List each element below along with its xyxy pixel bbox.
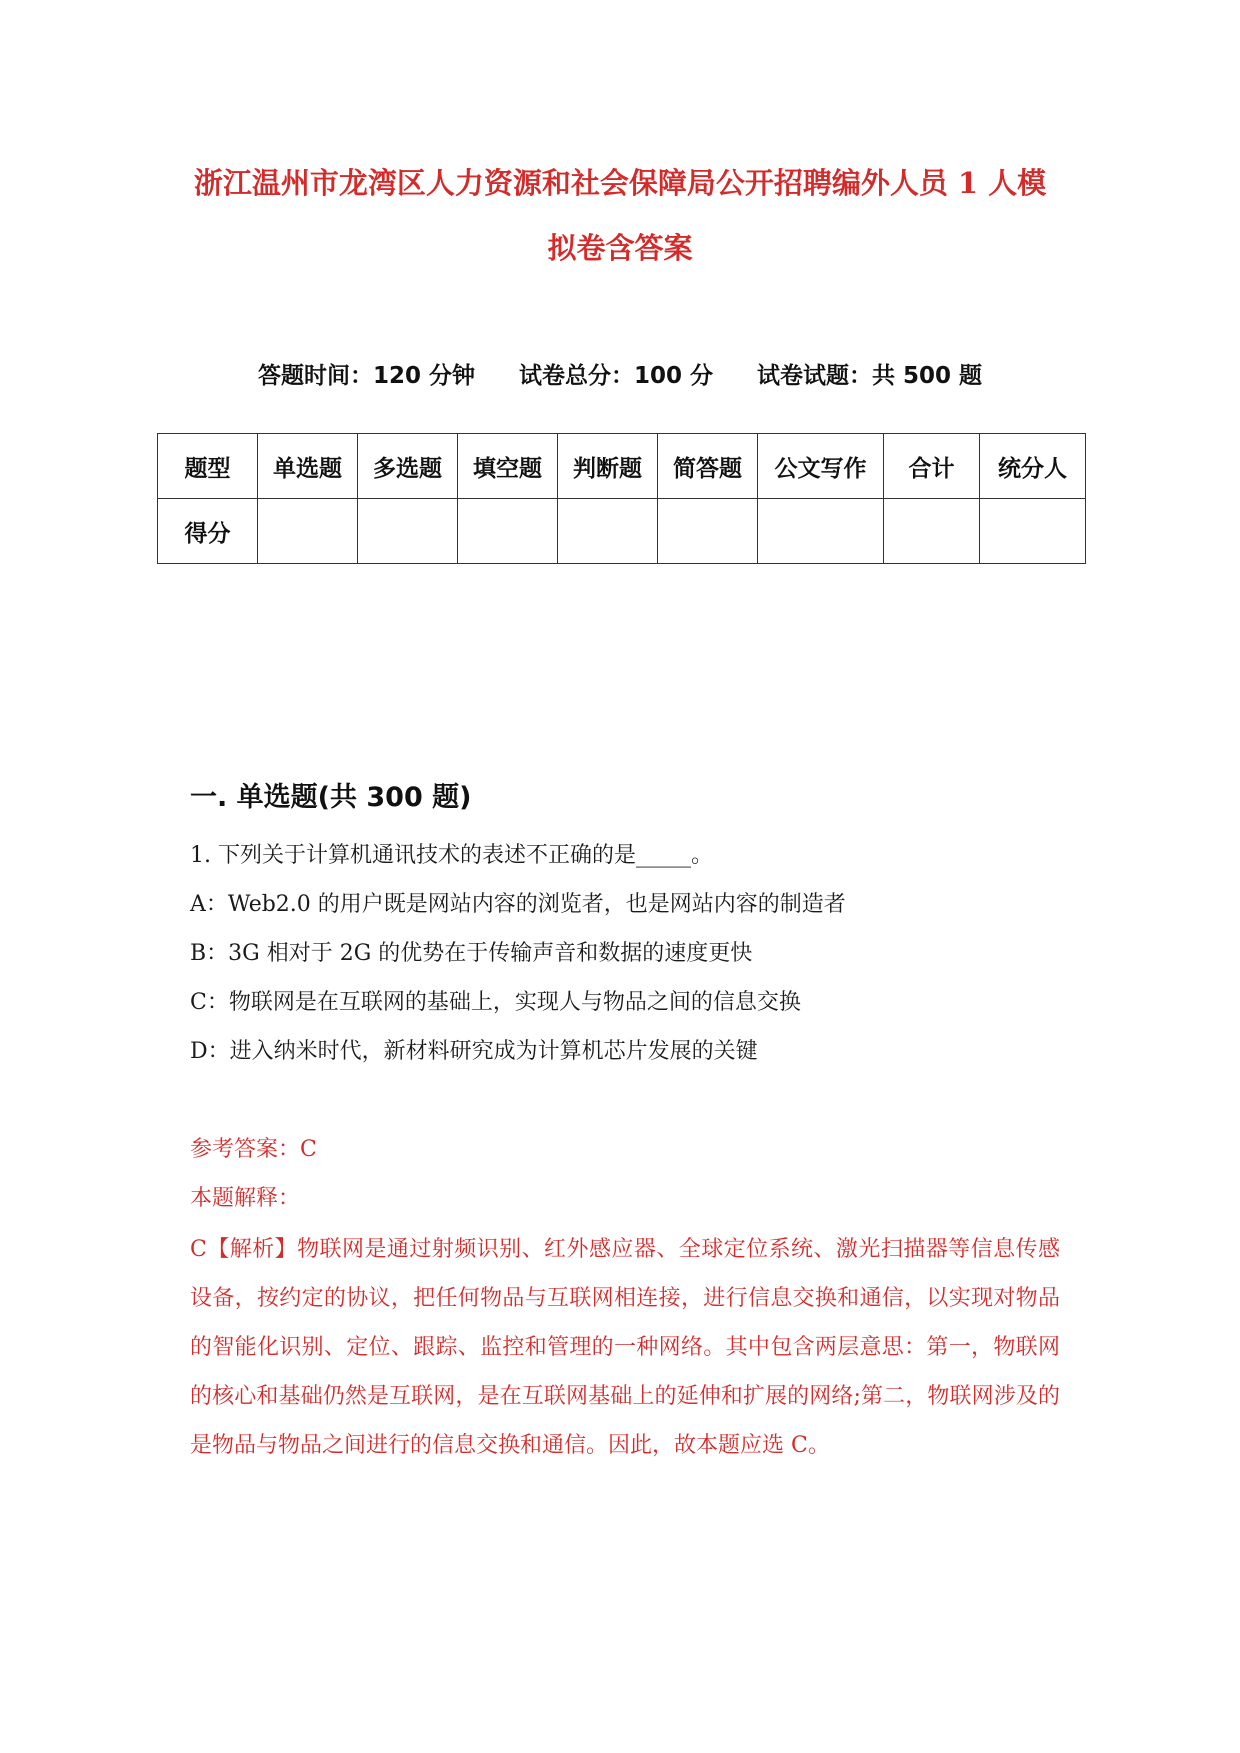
score-table-header-cell: 简答题 [658, 434, 758, 499]
score-table-header-cell: 单选题 [258, 434, 358, 499]
score-table [157, 433, 1086, 564]
score-cell [658, 499, 758, 564]
exam-meta [150, 357, 1090, 390]
score-table-header-cell: 合计 [884, 434, 980, 499]
score-cell [258, 499, 358, 564]
exam-question-count: 试卷试题：共 500 题 [757, 363, 983, 389]
score-table-score-row [158, 499, 1086, 564]
section-title: 一. 单选题(共 300 题) [190, 782, 472, 813]
score-cell [358, 499, 458, 564]
exam-total-score: 试卷总分：100 分 [518, 363, 714, 389]
exam-time: 答题时间：120 分钟 [257, 363, 475, 389]
score-table-header-cell: 题型 [158, 434, 258, 499]
reference-answer: 参考答案：C [190, 1137, 317, 1162]
option-a: A：Web2.0 的用户既是网站内容的浏览者，也是网站内容的制造者 [190, 892, 846, 917]
explanation-text: C【解析】物联网是通过射频识别、红外感应器、全球定位系统、激光扫描器等信息传感设备，按约定的协议，把任何物品与互联网相连接，进行信息交换和通信，以实现对物品的智能化识别、定位、跟踪、监控和管理的一种网络。其中包含两层意思：第一，物联网的核心和基础仍然是互联网，是在互联网基础上的延伸和扩展的网络;第二，物联网涉及的是物品与物品之间进行的信息交换和通信。因此，故本题应选 C。 [190, 1237, 1060, 1458]
document-title-line1: 浙江温州市龙湾区人力资源和社会保障局公开招聘编外人员 1 人模 [193, 166, 1047, 200]
score-table-header-row [158, 434, 1086, 499]
document-title-line2: 拟卷含答案 [547, 231, 693, 265]
score-table-header-cell: 填空题 [458, 434, 558, 499]
explanation-label: 本题解释： [190, 1186, 301, 1211]
score-cell [558, 499, 658, 564]
score-table-header-cell: 判断题 [558, 434, 658, 499]
question-stem: 1. 下列关于计算机通讯技术的表述不正确的是_____。 [190, 843, 713, 868]
option-c: C：物联网是在互联网的基础上，实现人与物品之间的信息交换 [190, 990, 801, 1015]
score-cell [980, 499, 1086, 564]
score-table-header-cell: 统分人 [980, 434, 1086, 499]
option-b: B：3G 相对于 2G 的优势在于传输声音和数据的速度更快 [190, 941, 753, 966]
score-cell [758, 499, 884, 564]
score-table-header-cell: 公文写作 [758, 434, 884, 499]
score-table-row-label: 得分 [158, 499, 258, 564]
option-d: D：进入纳米时代，新材料研究成为计算机芯片发展的关键 [190, 1039, 758, 1064]
score-cell [884, 499, 980, 564]
score-cell [458, 499, 558, 564]
score-table-header-cell: 多选题 [358, 434, 458, 499]
